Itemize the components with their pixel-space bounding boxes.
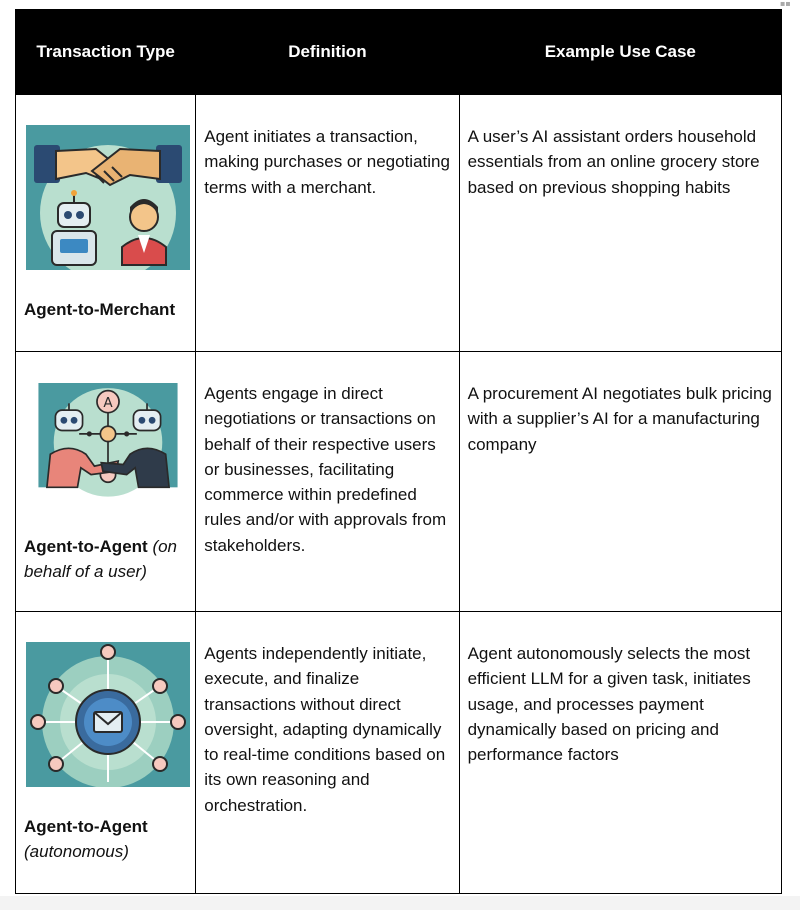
definition-cell	[196, 352, 459, 612]
table-row	[16, 352, 782, 612]
robot-negotiation-icon	[26, 383, 190, 506]
table-row	[16, 95, 782, 352]
handshake-icon	[26, 125, 190, 270]
example-cell	[459, 95, 781, 352]
example-text: A user’s AI assistant orders household essentials from an online grocery store based on previous shopping habits	[467, 127, 760, 197]
transaction-types-table	[15, 9, 782, 894]
transaction-type-label: Agent-to-Agent	[24, 537, 148, 556]
table-header-row	[16, 10, 782, 95]
transaction-type-cell	[16, 612, 196, 894]
column-header-transaction-type: Transaction Type	[16, 10, 196, 95]
transaction-type-cell	[16, 95, 196, 352]
transaction-type-name	[24, 297, 175, 322]
transaction-type-name	[24, 534, 184, 585]
transaction-type-qualifier: (autonomous)	[24, 842, 129, 862]
definition-cell	[196, 612, 459, 894]
transaction-type-cell	[16, 352, 196, 612]
example-text: A procurement AI negotiates bulk pricing with a supplier’s AI for a manufacturing company	[467, 384, 772, 454]
transaction-type-label: Agent-to-Merchant	[24, 300, 176, 319]
example-cell	[459, 612, 781, 894]
page-bottom-band	[0, 896, 800, 910]
definition-text: Agent initiates a transaction, making purchases or negotiating terms with a merchant.	[204, 127, 450, 197]
definition-text: Agents independently initiate, execute, and finalize transactions without direct oversight, adapting dynamically to real-time conditions based on its own reasoning and orchestration.	[204, 644, 446, 815]
transaction-type-label: Agent-to-Agent	[24, 817, 148, 836]
column-header-example-use-case: Example Use Case	[459, 10, 781, 95]
table-row	[16, 612, 782, 894]
example-text: Agent autonomously selects the most efficient LLM for a given task, initiates usage, and processes payment dynamically based on pricing and performance factors	[467, 644, 751, 765]
transaction-type-name	[24, 814, 184, 865]
column-header-definition: Definition	[196, 10, 459, 95]
definition-text: Agents engage in direct negotiations or transactions on behalf of their respective users or businesses, facilitating commerce within predefined rules and/or with approvals from stakeholders.	[204, 384, 447, 555]
network-hub-icon	[26, 642, 190, 787]
resize-grip-icon: ▪▪	[780, 0, 791, 8]
svg-text:A: A	[103, 394, 113, 411]
example-cell	[459, 352, 781, 612]
transaction-type-qualifier: (on behalf of a user)	[24, 537, 178, 582]
definition-cell	[196, 95, 459, 352]
